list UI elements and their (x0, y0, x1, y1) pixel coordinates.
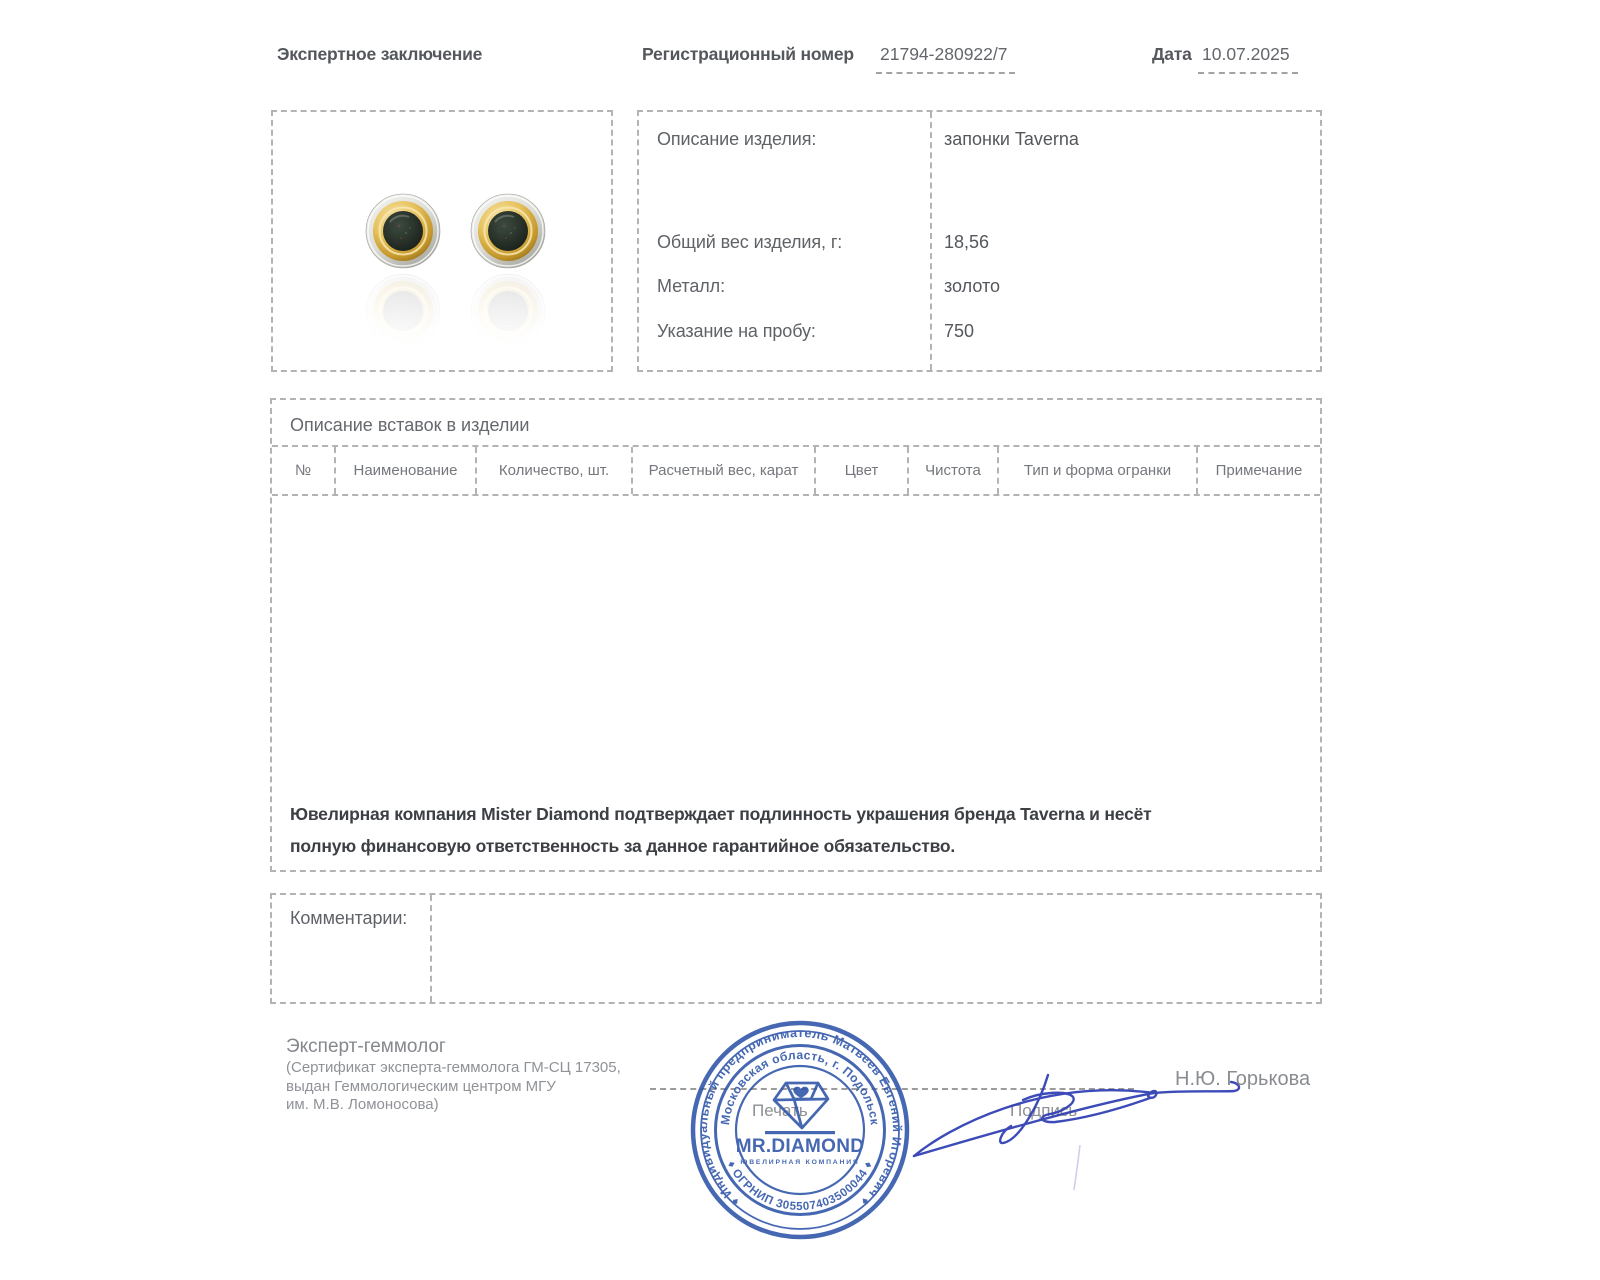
column-header-carat: Расчетный вес, карат (633, 447, 816, 494)
cufflink-right (471, 194, 545, 268)
description-divider (930, 112, 932, 370)
comments-label: Комментарии: (290, 908, 408, 928)
inserts-table-body-empty (272, 494, 1320, 800)
product-photo-box (271, 110, 613, 372)
field-value-description: запонки Taverna (944, 129, 1079, 149)
inserts-table-title: Описание вставок в изделии (290, 415, 530, 435)
field-label-weight: Общий вес изделия, г: (657, 232, 843, 252)
field-value-metal: золото (944, 276, 1001, 296)
signature-label: Подпись (1010, 1101, 1078, 1120)
stamp-inner-top-text: Московская область, г. Подольск (718, 1047, 882, 1126)
column-header-quantity: Количество, шт. (477, 447, 633, 494)
date-value: 10.07.2025 (1198, 44, 1298, 74)
expert-cert-line-1: (Сертификат эксперта-геммолога ГМ-СЦ 17305, (286, 1059, 621, 1076)
column-header-number: № (272, 447, 336, 494)
comments-box (270, 893, 1322, 1004)
field-label-fineness: Указание на пробу: (657, 321, 816, 341)
date-label: Дата (1152, 44, 1192, 64)
expert-cert-line-2: выдан Геммологическим центром МГУ (286, 1077, 556, 1095)
column-header-name: Наименование (336, 447, 477, 494)
field-value-fineness: 750 (944, 321, 975, 341)
logo-underline-bar (765, 1131, 835, 1134)
registration-number-label: Регистрационный номер (642, 44, 854, 64)
product-description-box (637, 110, 1322, 372)
stamp-outer-ring-text: ♦ Индивидуальный предприниматель Матвеев Евгений Игоревич ♦ (695, 1025, 905, 1210)
stamp-brand-subtext: ЮВЕЛИРНАЯ КОМПАНИЯ (740, 1159, 860, 1166)
stamp-brand-text: MR.DIAMOND (735, 1136, 865, 1157)
inserts-table-box (270, 398, 1322, 872)
column-header-note: Примечание (1215, 462, 1303, 479)
page-title: Экспертное заключение (277, 44, 483, 64)
cufflink-left (366, 194, 440, 268)
comments-divider (430, 895, 432, 1002)
registration-number-value: 21794-280922/7 (876, 44, 1015, 74)
expert-certificate-note (286, 1059, 621, 1115)
column-header-cut: Тип и форма огранки (999, 447, 1198, 494)
cufflinks-photo (273, 112, 611, 370)
column-header-clarity: Чистота (909, 447, 999, 494)
stamp-ogrnip-text: ♦ ОГРНИП 305507403500044 ♦ (724, 1158, 876, 1214)
field-value-weight: 18,56 (944, 232, 990, 252)
guarantee-statement (290, 798, 1152, 862)
signer-name: Н.Ю. Горькова (1175, 1068, 1311, 1090)
expert-cert-line-3: им. М.В. Ломоносова) (286, 1096, 439, 1113)
column-header-color: Цвет (816, 447, 909, 494)
inserts-table-header-row (272, 445, 1320, 496)
diamond-logo-icon (774, 1083, 828, 1128)
seal-label: Печать (752, 1101, 808, 1120)
expert-title: Эксперт-геммолог (286, 1036, 446, 1057)
field-label-description: Описание изделия: (657, 129, 817, 149)
guarantee-line-2: полную финансовую ответственность за данное гарантийное обязательство. (290, 836, 956, 856)
field-label-metal: Металл: (657, 276, 725, 296)
guarantee-line-1: Ювелирная компания Mister Diamond подтверждает подлинность украшения бренда Taverna и несёт (290, 804, 1152, 824)
